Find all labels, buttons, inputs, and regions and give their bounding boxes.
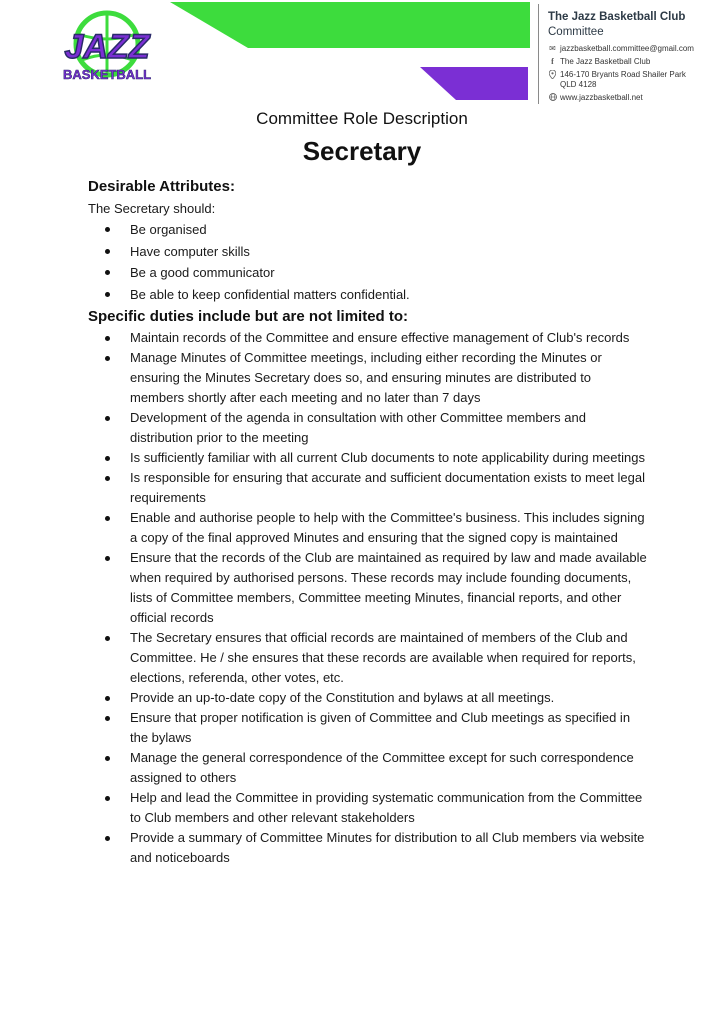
- bullet-icon: [105, 636, 110, 641]
- contact-email: [548, 44, 724, 54]
- duty-item: [88, 448, 648, 468]
- duty-item-text: Ensure that the records of the Club are maintained as required by law and made available when required by authorised persons. These records may include founding documents, lists of Committee members, Committee meeting Minutes, financial reports, and other official records: [130, 550, 647, 625]
- duty-item: [88, 548, 648, 628]
- duty-item: [88, 468, 648, 508]
- club-name: The Jazz Basketball Club: [548, 11, 686, 23]
- bullet-icon: [105, 270, 110, 275]
- attributes-intro: The Secretary should:: [88, 201, 216, 216]
- club-contact-block: [548, 10, 724, 107]
- duty-item-text: Help and lead the Committee in providing systematic communication from the Committee to Club members and other relevant stakeholders: [130, 790, 643, 825]
- bullet-icon: [105, 356, 110, 361]
- bullet-icon: [105, 556, 110, 561]
- club-subtitle: Committee: [548, 26, 604, 38]
- duty-item: [88, 508, 648, 548]
- attribute-item: [88, 262, 648, 284]
- duty-item-text: The Secretary ensures that official records are maintained of members of the Club and Committee. He / she ensures that these records are available when required for reports, elections, referenda, other votes, etc.: [130, 630, 636, 685]
- attribute-item: [88, 284, 648, 306]
- contact-website: [548, 93, 724, 104]
- duty-item: [88, 828, 648, 868]
- website-text[interactable]: www.jazzbasketball.net: [560, 93, 643, 102]
- bullet-icon: [105, 516, 110, 521]
- bullet-icon: [105, 796, 110, 801]
- bullet-icon: [105, 336, 110, 341]
- bullet-icon: [105, 476, 110, 481]
- duty-item: [88, 408, 648, 448]
- bullet-icon: [105, 756, 110, 761]
- bullet-icon: [105, 696, 110, 701]
- bullet-icon: [105, 716, 110, 721]
- jazz-basketball-logo: [42, 10, 172, 90]
- duty-item-text: Development of the agenda in consultation with other Committee members and distribution prior to the meeting: [130, 410, 586, 445]
- duty-item: [88, 748, 648, 788]
- duty-item-text: Manage the general correspondence of the Committee except for such correspondence assigned to others: [130, 750, 634, 785]
- purple-accent-bar: [420, 67, 528, 100]
- duty-item-text: Manage Minutes of Committee meetings, including either recording the Minutes or ensuring the Minutes Secretary does so, and ensuring minutes are distributed to members shortly after each meeting and no later than 7 days: [130, 350, 602, 405]
- bullet-icon: [105, 456, 110, 461]
- attribute-item-text: Be a good communicator: [130, 265, 275, 280]
- document-title: Committee Role Description: [256, 109, 468, 128]
- header-divider: [538, 4, 539, 104]
- bullet-icon: [105, 292, 110, 297]
- duty-item: [88, 328, 648, 348]
- address-text: 146-170 Bryants Road Shailer Park QLD 4128: [560, 70, 686, 89]
- bullet-icon: [105, 227, 110, 232]
- logo-text-bottom: BASKETBALL: [62, 67, 152, 82]
- duty-item-text: Provide an up-to-date copy of the Constitution and bylaws at all meetings.: [130, 690, 555, 705]
- attribute-item-text: Be organised: [130, 222, 207, 237]
- attribute-item: [88, 219, 648, 241]
- email-text[interactable]: jazzbasketball.committee@gmail.com: [560, 44, 694, 53]
- duty-item: [88, 348, 648, 408]
- contact-address: [548, 70, 724, 90]
- duty-item-text: Enable and authorise people to help with the Committee's business. This includes signing a copy of the final approved Minutes and ensuring that the signed copy is maintained: [130, 510, 645, 545]
- attribute-item-text: Be able to keep confidential matters confidential.: [130, 286, 410, 302]
- duty-item-text: Is sufficiently familiar with all current Club documents to note applicability during meetings: [130, 450, 645, 465]
- duty-item-text: Ensure that proper notification is given of Committee and Club meetings as specified in the bylaws: [130, 710, 631, 745]
- duty-item: [88, 628, 648, 688]
- duties-heading: Specific duties include but are not limited to:: [88, 308, 409, 325]
- duty-item-text: Is responsible for ensuring that accurate and sufficient documentation exists to meet legal requirements: [130, 470, 645, 505]
- contact-facebook: [548, 57, 724, 67]
- document-body: [88, 176, 648, 868]
- attribute-item: [88, 241, 648, 263]
- globe-icon: [548, 93, 557, 104]
- attributes-list: [88, 219, 648, 305]
- location-icon: [548, 70, 557, 82]
- facebook-icon: f: [551, 57, 554, 66]
- duties-list: [88, 328, 648, 868]
- bullet-icon: [105, 249, 110, 254]
- duty-item-text: Provide a summary of Committee Minutes for distribution to all Club members via website and noticeboards: [130, 830, 645, 865]
- bullet-icon: [105, 836, 110, 841]
- bullet-icon: [105, 416, 110, 421]
- duty-item: [88, 788, 648, 828]
- email-icon: ✉: [549, 44, 556, 53]
- duty-item: [88, 688, 648, 708]
- attribute-item-text: Have computer skills: [130, 243, 250, 259]
- duty-item: [88, 708, 648, 748]
- role-title: Secretary: [302, 136, 422, 166]
- duty-item-text: Maintain records of the Committee and ensure effective management of Club's records: [130, 330, 630, 345]
- logo-text-top: JAZZ: [64, 28, 150, 66]
- facebook-text[interactable]: The Jazz Basketball Club: [560, 57, 651, 66]
- green-accent-bar: [170, 2, 530, 48]
- attributes-heading: Desirable Attributes:: [88, 178, 235, 195]
